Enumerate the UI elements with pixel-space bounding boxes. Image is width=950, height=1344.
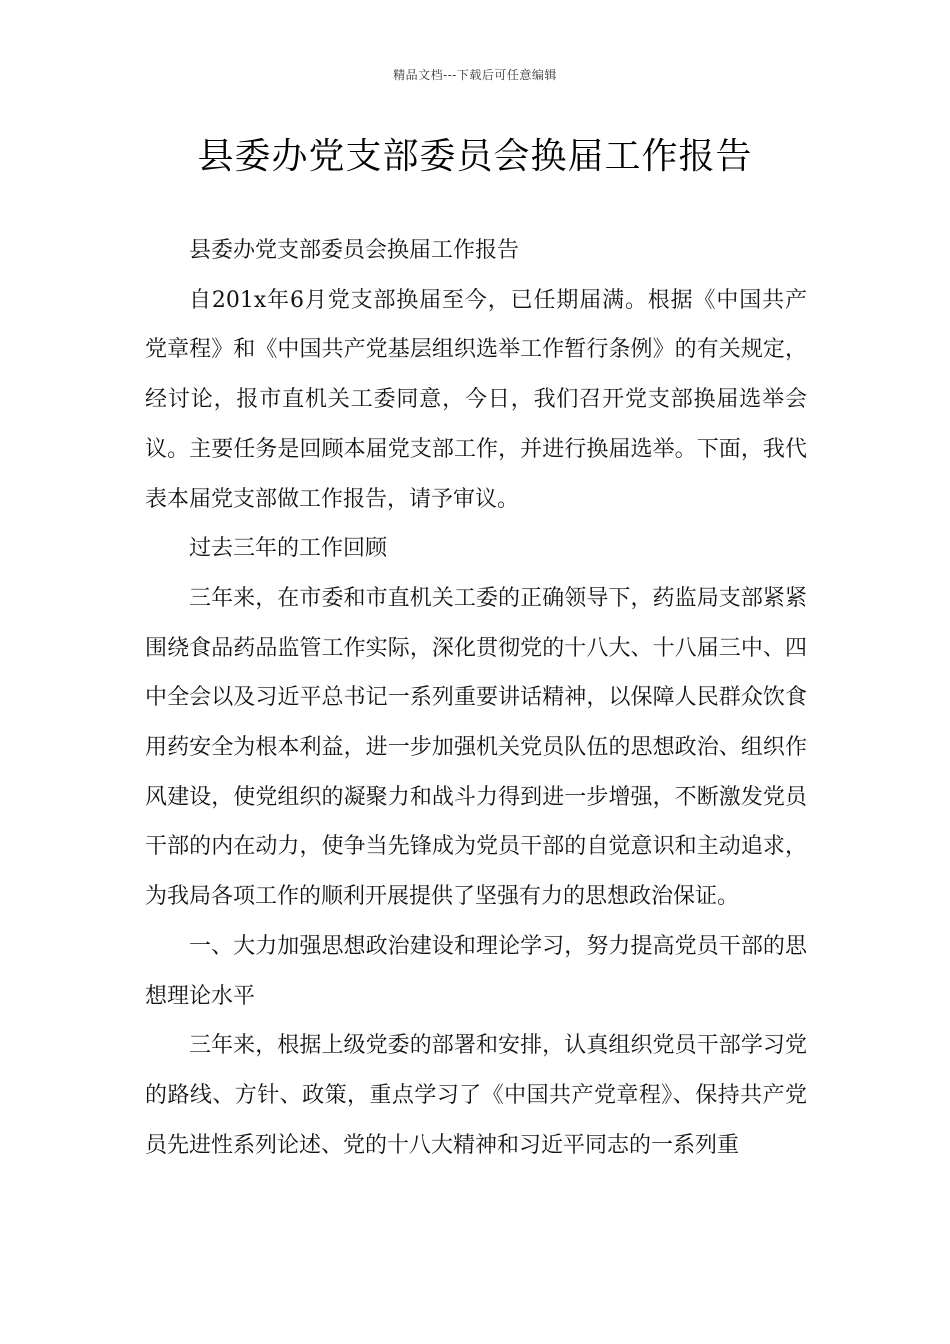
paragraph-section-heading: 过去三年的工作回顾 <box>189 536 388 562</box>
paragraph-item-one-body: 三年来，根据上级党委的部署和安排，认真组织党员干部学习党的路线、方针、政策，重点学习了《中国共产党章程》、保持共产党员先进性系列论述、党的十八大精神和习近平同志的一系列重 <box>145 1033 807 1158</box>
paragraph-review: 三年来，在市委和市直机关工委的正确领导下，药监局支部紧紧围绕食品药品监管工作实际，深化贯彻党的十八大、十八届三中、四中全会以及习近平总书记一系列重要讲话精神，以保障人民群众饮食用药安全为根本利益，进一步加强机关党员队伍的思想政治、组织作风建设，使党组织的凝聚力和战斗力得到进一步增强，不断激发党员干部的内在动力，使争当先锋成为党员干部的自觉意识和主动追求，为我局各项工作的顺利开展提供了坚强有力的思想政治保证。 <box>145 585 807 910</box>
header-note: 精品文档---下载后可任意编辑 <box>393 68 557 82</box>
document-title: 县委办党支部委员会换届工作报告 <box>197 136 753 177</box>
paragraph-subtitle: 县委办党支部委员会换届工作报告 <box>189 238 520 263</box>
paragraph-intro: 自201x年6月党支部换届至今，已任期届满。根据《中国共产党章程》和《中国共产党基层组织选举工作暂行条例》的有关规定，经讨论，报市直机关工委同意，今日，我们召开党支部换届选举会议。主要任务是回顾本届党支部工作，并进行换届选举。下面，我代表本届党支部做工作报告，请予审议。 <box>145 287 807 512</box>
document-body <box>145 226 807 1170</box>
paragraph-item-one-heading: 一、大力加强思想政治建设和理论学习，努力提高党员干部的思想理论水平 <box>145 933 807 1009</box>
